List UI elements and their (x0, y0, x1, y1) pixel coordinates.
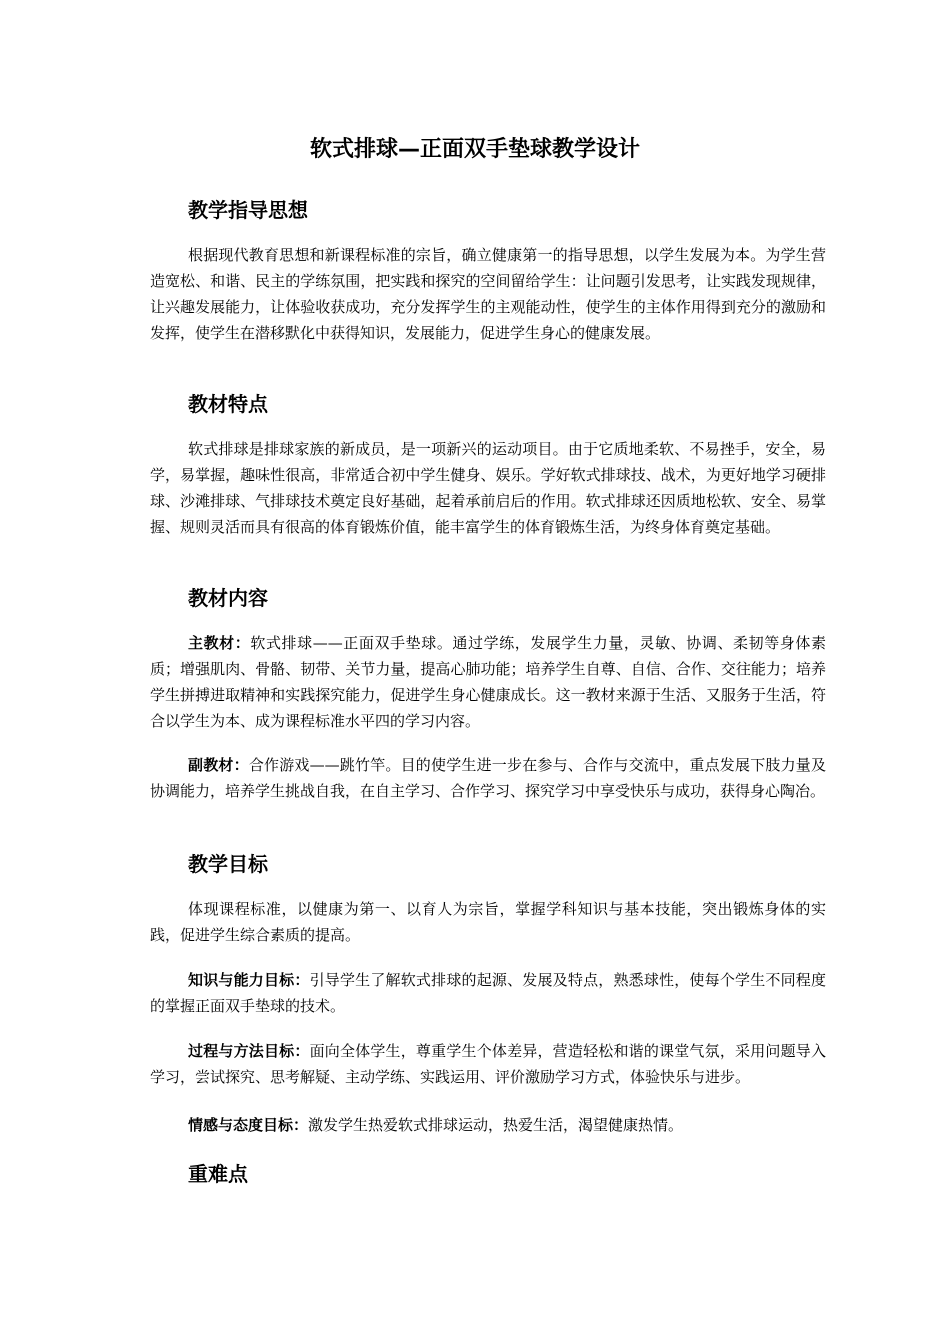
process-goal-text: 面向全体学生，尊重学生个体差异，营造轻松和谐的课堂气氛，采用问题导入学习，尝试探究、思考解疑、主动学练、实践运用、评价激励学习方式，体验快乐与进步。 (150, 1042, 826, 1086)
document-title: 软式排球—正面双手垫球教学设计 (309, 137, 640, 162)
heading-key-points: 重难点 (188, 1162, 248, 1186)
knowledge-goal-label: 知识与能力目标： (188, 971, 310, 989)
heading-guiding: 教学指导思想 (188, 198, 308, 222)
sub-material-label: 副教材： (188, 756, 249, 774)
paragraph-goals-intro: 体现课程标准，以健康为第一、以育人为宗旨，掌握学科知识与基本技能，突出锻炼身体的实践，促进学生综合素质的提高。 (150, 900, 826, 944)
paragraph-knowledge-goal (150, 967, 826, 1019)
main-material-text: 软式排球——正面双手垫球。通过学练，发展学生力量，灵敏、协调、柔韧等身体素质；增强肌肉、骨骼、韧带、关节力量，提高心肺功能；培养学生自尊、自信、合作、交往能力；培养学生拼搏进取精神和实践探究能力，促进学生身心健康成长。这一教材来源于生活、又服务于生活，符合以学生为本、成为课程标准水平四的学习内容。 (150, 634, 826, 730)
paragraph-sub-material (150, 752, 826, 804)
paragraph-features: 软式排球是排球家族的新成员，是一项新兴的运动项目。由于它质地柔软、不易挫手，安全，易学，易掌握，趣味性很高，非常适合初中学生健身、娱乐。学好软式排球技、战术，为更好地学习硬排球、沙滩排球、气排球技术奠定良好基础，起着承前启后的作用。软式排球还因质地松软、安全、易掌握、规则灵活而具有很高的体育锻炼价值，能丰富学生的体育锻炼生活，为终身体育奠定基础。 (150, 440, 826, 536)
paragraph-process-goal (150, 1038, 826, 1090)
heading-features: 教材特点 (188, 392, 268, 416)
paragraph-main-material (150, 630, 826, 734)
paragraph-emotion-goal (150, 1112, 826, 1138)
emotion-goal-text: 激发学生热爱软式排球运动，热爱生活，渴望健康热情。 (308, 1116, 684, 1134)
heading-content: 教材内容 (188, 586, 268, 610)
main-material-label: 主教材： (188, 634, 251, 652)
sub-material-text: 合作游戏——跳竹竿。目的使学生进一步在参与、合作与交流中，重点发展下肢力量及协调能力，培养学生挑战自我，在自主学习、合作学习、探究学习中享受快乐与成功，获得身心陶冶。 (150, 756, 826, 800)
process-goal-label: 过程与方法目标： (188, 1042, 310, 1060)
knowledge-goal-text: 引导学生了解软式排球的起源、发展及特点，熟悉球性，使每个学生不同程度的掌握正面双手垫球的技术。 (150, 971, 826, 1015)
emotion-goal-label: 情感与态度目标： (188, 1116, 309, 1134)
paragraph-guiding: 根据现代教育思想和新课程标准的宗旨，确立健康第一的指导思想，以学生发展为本。为学生营造宽松、和谐、民主的学练氛围，把实践和探究的空间留给学生：让问题引发思考，让实践发现规律，让兴趣发展能力，让体验收获成功，充分发挥学生的主观能动性，使学生的主体作用得到充分的激励和发挥，使学生在潜移默化中获得知识，发展能力，促进学生身心的健康发展。 (150, 246, 826, 342)
heading-goals: 教学目标 (188, 852, 268, 876)
